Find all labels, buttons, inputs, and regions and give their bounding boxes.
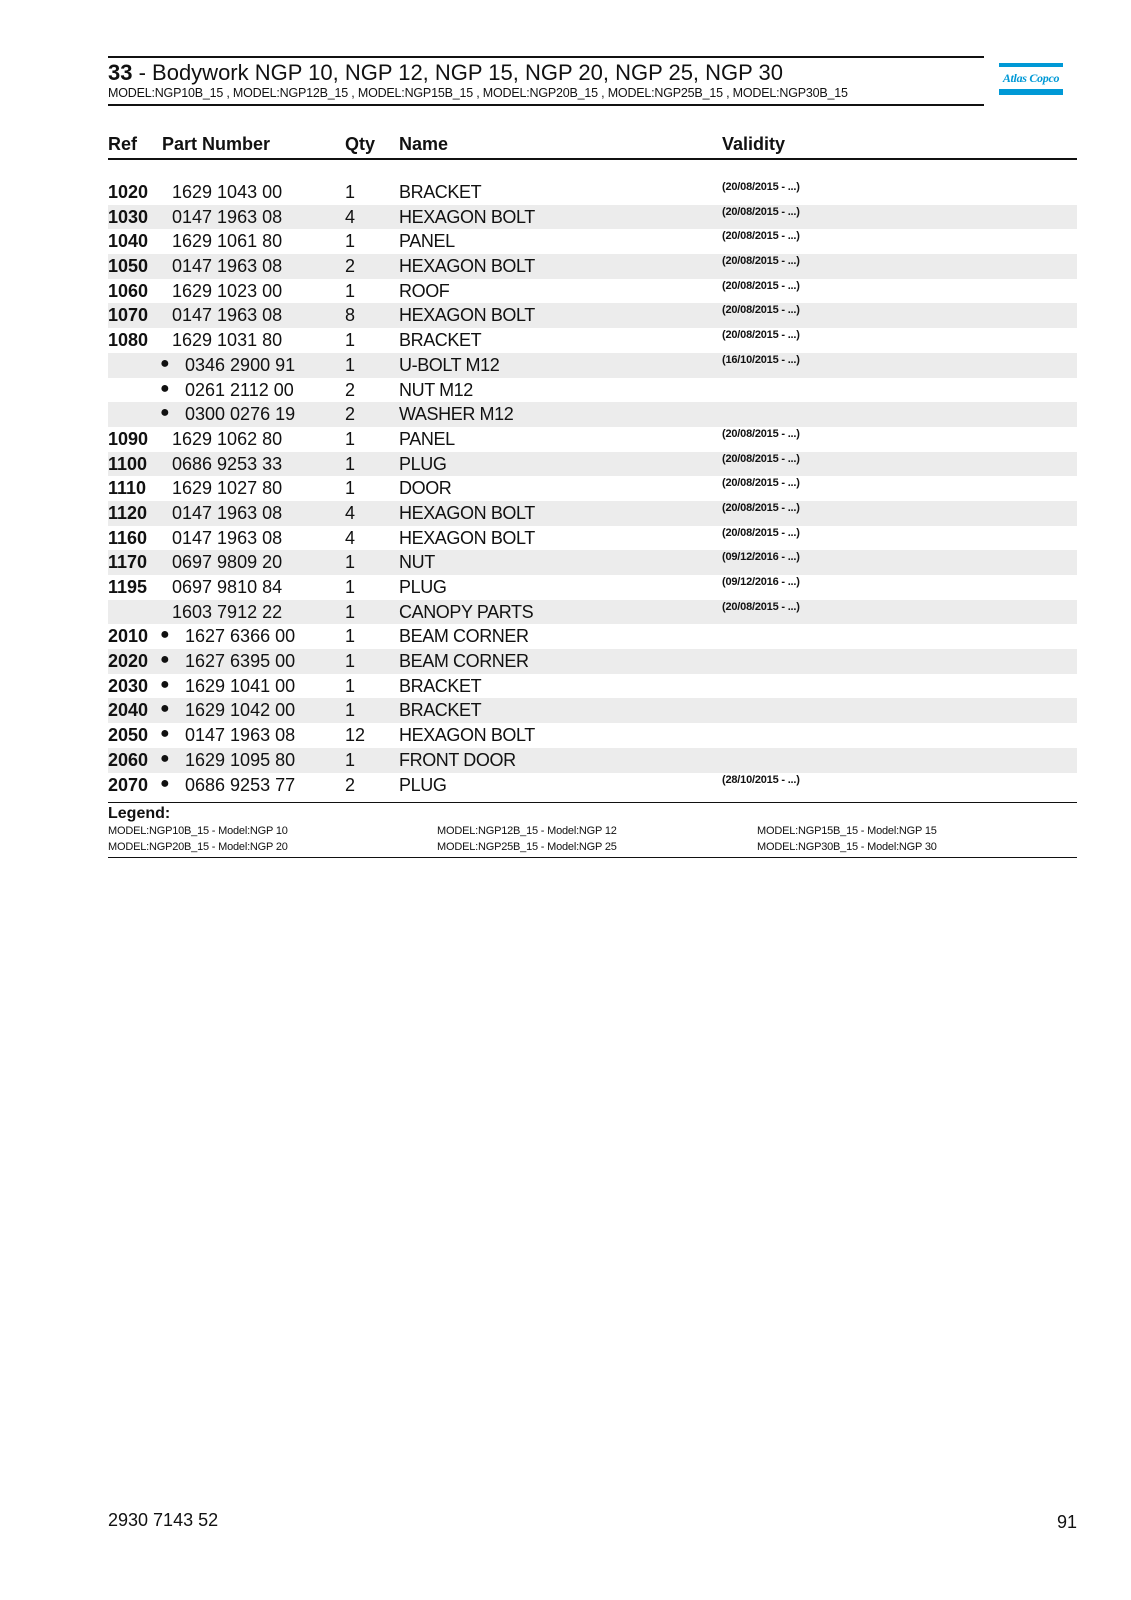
ref-cell: 1195 [108, 577, 148, 597]
page-header [108, 56, 984, 106]
table-row [108, 600, 1077, 625]
validity-cell: (20/08/2015 - ...) [722, 526, 800, 539]
parts-table-body [108, 180, 1077, 797]
table-header [108, 130, 1077, 160]
bullet-icon: ● [160, 700, 170, 718]
ref-cell: 1020 [108, 182, 149, 202]
qty-cell: 1 [345, 749, 356, 770]
name-cell: HEXAGON BOLT [399, 527, 535, 548]
col-header-validity: Validity [722, 134, 786, 154]
qty-cell: 1 [345, 675, 356, 696]
part-number-cell: 0300 0276 19 [185, 404, 296, 425]
qty-cell: 1 [345, 231, 356, 252]
name-cell: PLUG [399, 577, 447, 597]
ref-cell: 1040 [108, 231, 149, 252]
name-cell: FRONT DOOR [399, 749, 516, 770]
validity-cell: (09/12/2016 - ...) [722, 551, 800, 564]
ref-cell: 2060 [108, 749, 149, 770]
bullet-icon: ● [160, 379, 170, 397]
part-number-cell: 1629 1027 80 [172, 478, 283, 499]
qty-cell: 2 [345, 404, 356, 425]
part-number-cell: 1629 1043 00 [172, 182, 283, 202]
ref-cell: 1170 [108, 552, 148, 573]
bullet-icon: ● [160, 749, 170, 767]
name-cell: DOOR [399, 478, 452, 499]
ref-cell: 2020 [108, 651, 149, 672]
table-row [108, 452, 1077, 477]
legend-bottom-rule [108, 857, 1077, 858]
qty-cell: 1 [345, 626, 356, 647]
table-row [108, 205, 1077, 230]
legend [108, 802, 1077, 858]
bullet-icon: ● [160, 774, 170, 792]
qty-cell: 2 [345, 774, 356, 795]
table-row [108, 575, 1077, 600]
col-header-part-number: Part Number [162, 134, 271, 154]
ref-cell: 1070 [108, 305, 149, 326]
validity-cell: (20/08/2015 - ...) [722, 600, 800, 613]
qty-cell: 1 [345, 478, 356, 499]
part-number-cell: 0147 1963 08 [172, 305, 283, 326]
table-row [108, 303, 1077, 328]
table-row [108, 476, 1077, 501]
ref-cell: 2070 [108, 774, 149, 795]
part-number-cell: 0697 9810 84 [172, 577, 283, 597]
qty-cell: 1 [345, 577, 356, 597]
part-number-cell: 0697 9809 20 [172, 552, 283, 573]
name-cell: CANOPY PARTS [399, 601, 534, 622]
name-cell: HEXAGON BOLT [399, 725, 535, 746]
part-number-cell: 0686 9253 77 [185, 774, 296, 795]
name-cell: PLUG [399, 453, 447, 474]
ref-cell: 1060 [108, 280, 149, 301]
bullet-icon: ● [160, 651, 170, 669]
validity-cell: (16/10/2015 - ...) [722, 353, 800, 366]
col-header-ref: Ref [108, 134, 138, 154]
ref-cell: 1090 [108, 428, 149, 449]
validity-cell: (20/08/2015 - ...) [722, 304, 800, 317]
validity-cell: (20/08/2015 - ...) [722, 279, 800, 292]
part-number-cell: 0147 1963 08 [172, 527, 283, 548]
validity-cell: (20/08/2015 - ...) [722, 255, 800, 268]
part-number-cell: 0147 1963 08 [185, 725, 296, 746]
table-row [108, 501, 1077, 526]
atlas-copco-logo [999, 63, 1063, 95]
table-row [108, 402, 1077, 427]
part-number-cell: 1603 7912 22 [172, 601, 283, 622]
qty-cell: 1 [345, 354, 356, 375]
qty-cell: 1 [345, 453, 356, 474]
qty-cell: 1 [345, 428, 356, 449]
part-number-cell: 1627 6366 00 [185, 626, 296, 647]
table-row [108, 279, 1077, 304]
qty-cell: 2 [345, 256, 356, 277]
legend-entry: MODEL:NGP30B_15 - Model:NGP 30 [757, 841, 937, 853]
part-number-cell: 1627 6395 00 [185, 651, 296, 672]
ref-cell: 2030 [108, 675, 149, 696]
name-cell: BRACKET [399, 700, 482, 721]
part-number-cell: 0147 1963 08 [172, 502, 283, 523]
legend-title: Legend: [108, 805, 171, 822]
name-cell: ROOF [399, 280, 450, 301]
table-row [108, 649, 1077, 674]
name-cell: BRACKET [399, 675, 482, 696]
legend-entry: MODEL:NGP10B_15 - Model:NGP 10 [108, 825, 288, 837]
legend-entry: MODEL:NGP25B_15 - Model:NGP 25 [437, 841, 617, 853]
validity-cell: (20/08/2015 - ...) [722, 452, 800, 465]
bullet-icon: ● [160, 626, 170, 644]
part-number-cell: 1629 1041 00 [185, 675, 296, 696]
table-row [108, 698, 1077, 723]
qty-cell: 4 [345, 527, 356, 548]
name-cell: PANEL [399, 428, 455, 449]
validity-cell: (09/12/2016 - ...) [722, 576, 800, 588]
table-row [108, 254, 1077, 279]
name-cell: NUT M12 [399, 379, 473, 400]
table-row [108, 748, 1077, 773]
ref-cell: 1080 [108, 330, 149, 351]
name-cell: HEXAGON BOLT [399, 256, 535, 277]
validity-cell: (20/08/2015 - ...) [722, 329, 800, 342]
table-row [108, 229, 1077, 254]
ref-cell: 2050 [108, 725, 149, 746]
part-number-cell: 0346 2900 91 [185, 354, 296, 375]
qty-cell: 12 [345, 725, 366, 746]
table-row [108, 378, 1077, 403]
validity-cell: (20/08/2015 - ...) [722, 230, 800, 243]
bullet-icon: ● [160, 354, 170, 372]
name-cell: HEXAGON BOLT [399, 502, 535, 523]
name-cell: BRACKET [399, 182, 482, 202]
qty-cell: 8 [345, 305, 356, 326]
table-row [108, 427, 1077, 452]
part-number-cell: 0261 2112 00 [185, 379, 294, 400]
model-list: MODEL:NGP10B_15 , MODEL:NGP12B_15 , MODEL:NGP15B_15 , MODEL:NGP20B_15 , MODEL:NGP25B_15 , MODEL:NGP30B_15 [108, 86, 848, 100]
name-cell: NUT [399, 552, 435, 573]
part-number-cell: 1629 1062 80 [172, 428, 283, 449]
part-number-cell: 1629 1042 00 [185, 700, 296, 721]
page-number: 91 [1056, 1512, 1077, 1532]
table-row [108, 180, 1077, 205]
header-top-rule [108, 56, 984, 58]
name-cell: BEAM CORNER [399, 626, 529, 647]
table-row [108, 773, 1077, 798]
ref-cell: 2010 [108, 626, 149, 647]
validity-cell: (20/08/2015 - ...) [722, 477, 800, 490]
validity-cell: (20/08/2015 - ...) [722, 181, 800, 193]
document-number: 2930 7143 52 [108, 1510, 219, 1530]
qty-cell: 4 [345, 502, 356, 523]
legend-entry: MODEL:NGP15B_15 - Model:NGP 15 [757, 825, 937, 837]
bullet-icon: ● [160, 675, 170, 693]
qty-cell: 1 [345, 182, 356, 202]
table-row [108, 328, 1077, 353]
validity-cell: (28/10/2015 - ...) [722, 773, 800, 786]
legend-entry: MODEL:NGP12B_15 - Model:NGP 12 [437, 825, 617, 837]
qty-cell: 4 [345, 206, 356, 227]
qty-cell: 1 [345, 280, 356, 301]
page-title [108, 60, 984, 86]
ref-cell: 1120 [108, 502, 148, 523]
ref-cell: 1110 [108, 478, 147, 499]
validity-cell: (20/08/2015 - ...) [722, 501, 800, 514]
qty-cell: 1 [345, 552, 356, 573]
table-row [108, 624, 1077, 649]
part-number-cell: 1629 1031 80 [172, 330, 283, 351]
qty-cell: 2 [345, 379, 356, 400]
ref-cell: 1160 [108, 527, 148, 548]
part-number-cell: 1629 1023 00 [172, 280, 283, 301]
qty-cell: 1 [345, 700, 356, 721]
part-number-cell: 0147 1963 08 [172, 256, 283, 277]
validity-cell: (20/08/2015 - ...) [722, 427, 800, 440]
part-number-cell: 0686 9253 33 [172, 453, 283, 474]
ref-cell: 2040 [108, 700, 149, 721]
name-cell: U-BOLT M12 [399, 354, 500, 375]
bullet-icon: ● [160, 404, 170, 422]
name-cell: BEAM CORNER [399, 651, 529, 672]
legend-entries [108, 823, 1077, 857]
name-cell: HEXAGON BOLT [399, 206, 535, 227]
table-row [108, 550, 1077, 575]
name-cell: PANEL [399, 231, 455, 252]
ref-cell: 1050 [108, 256, 149, 277]
name-cell: HEXAGON BOLT [399, 305, 535, 326]
section-number: 33 [108, 60, 133, 85]
qty-cell: 1 [345, 601, 356, 622]
name-cell: WASHER M12 [399, 404, 514, 425]
name-cell: PLUG [399, 774, 447, 795]
ref-cell: 1100 [108, 453, 148, 474]
table-row [108, 674, 1077, 699]
section-title: - Bodywork NGP 10, NGP 12, NGP 15, NGP 20, NGP 25, NGP 30 [132, 60, 784, 85]
logo-wordmark: Atlas Copco [1002, 71, 1060, 85]
bullet-icon: ● [160, 725, 170, 743]
legend-entry: MODEL:NGP20B_15 - Model:NGP 20 [108, 841, 288, 853]
table-row [108, 723, 1077, 748]
qty-cell: 1 [345, 330, 356, 351]
part-number-cell: 0147 1963 08 [172, 206, 283, 227]
qty-cell: 1 [345, 651, 356, 672]
table-row [108, 526, 1077, 551]
col-header-qty: Qty [345, 134, 376, 154]
part-number-cell: 1629 1061 80 [172, 231, 283, 252]
header-bottom-rule [108, 104, 984, 106]
ref-cell: 1030 [108, 206, 149, 227]
table-row [108, 353, 1077, 378]
validity-cell: (20/08/2015 - ...) [722, 205, 800, 218]
part-number-cell: 1629 1095 80 [185, 749, 296, 770]
name-cell: BRACKET [399, 330, 482, 351]
col-header-name: Name [399, 134, 449, 154]
